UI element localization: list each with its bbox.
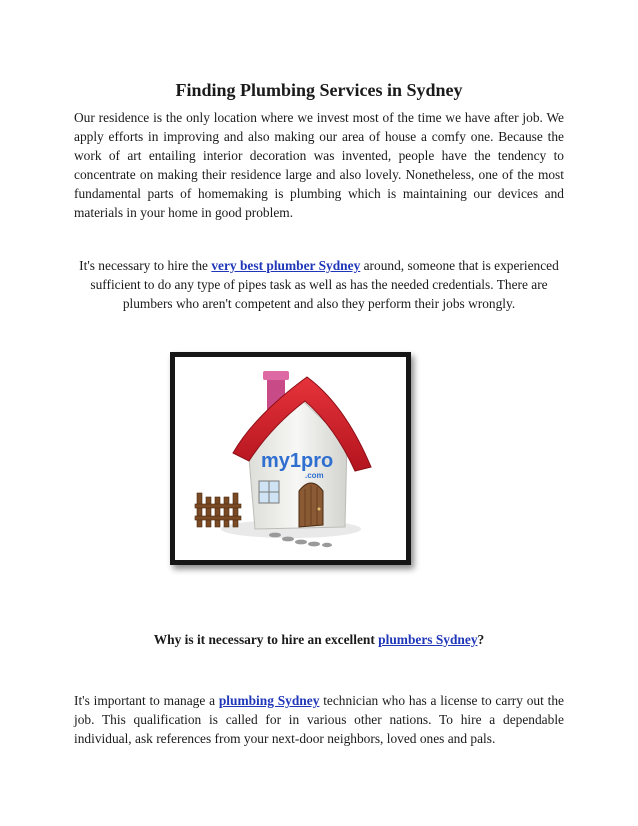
page-title: Finding Plumbing Services in Sydney (175, 80, 463, 100)
license-text-before: It's important to manage a (74, 693, 219, 708)
house-image (170, 352, 411, 565)
house-illustration (175, 357, 406, 560)
hire-text-before: It's necessary to hire the (79, 258, 212, 273)
intro-paragraph: Our residence is the only location where we invest most of the time we have after job. We apply efforts in improving and also making our area of house a comfy one. Because the work of art entailing interior decoration was invented, people have the tendency to concentrate on making their residence large and also lovely. Nonetheless, one of the most fundamental parts of homemaking is plumbing which is maintaining our devices and materials in your home in good problem. (74, 110, 564, 220)
section-heading (0, 632, 638, 648)
logo-text: my1pro (261, 450, 334, 472)
link-plumbers-sydney[interactable]: plumbers Sydney (378, 632, 478, 647)
door (299, 483, 323, 527)
link-very-best-plumber[interactable]: very best plumber Sydney (211, 258, 361, 273)
logo-sub-text: .com (305, 471, 324, 480)
hire-text-after: around, someone that is experienced sufficient to do any type of pipes task as well as has the needed credentials. There are plumbers who aren't competent and also they perform their jobs wrongly. (90, 258, 559, 311)
heading-text-before: Why is it necessary to hire an excellent (153, 632, 379, 647)
heading-text-after: ? (477, 632, 485, 647)
window (259, 481, 279, 503)
link-plumbing-sydney[interactable]: plumbing Sydney (218, 693, 320, 708)
hire-paragraph (72, 256, 566, 313)
license-paragraph (74, 691, 564, 748)
license-text-after: technician who has a license to carry out the job. This qualification is called for in various other nations. To hire a dependable individual, ask references from your next-door neighbors, loved ones and pals. (74, 693, 564, 746)
fence (195, 493, 241, 527)
